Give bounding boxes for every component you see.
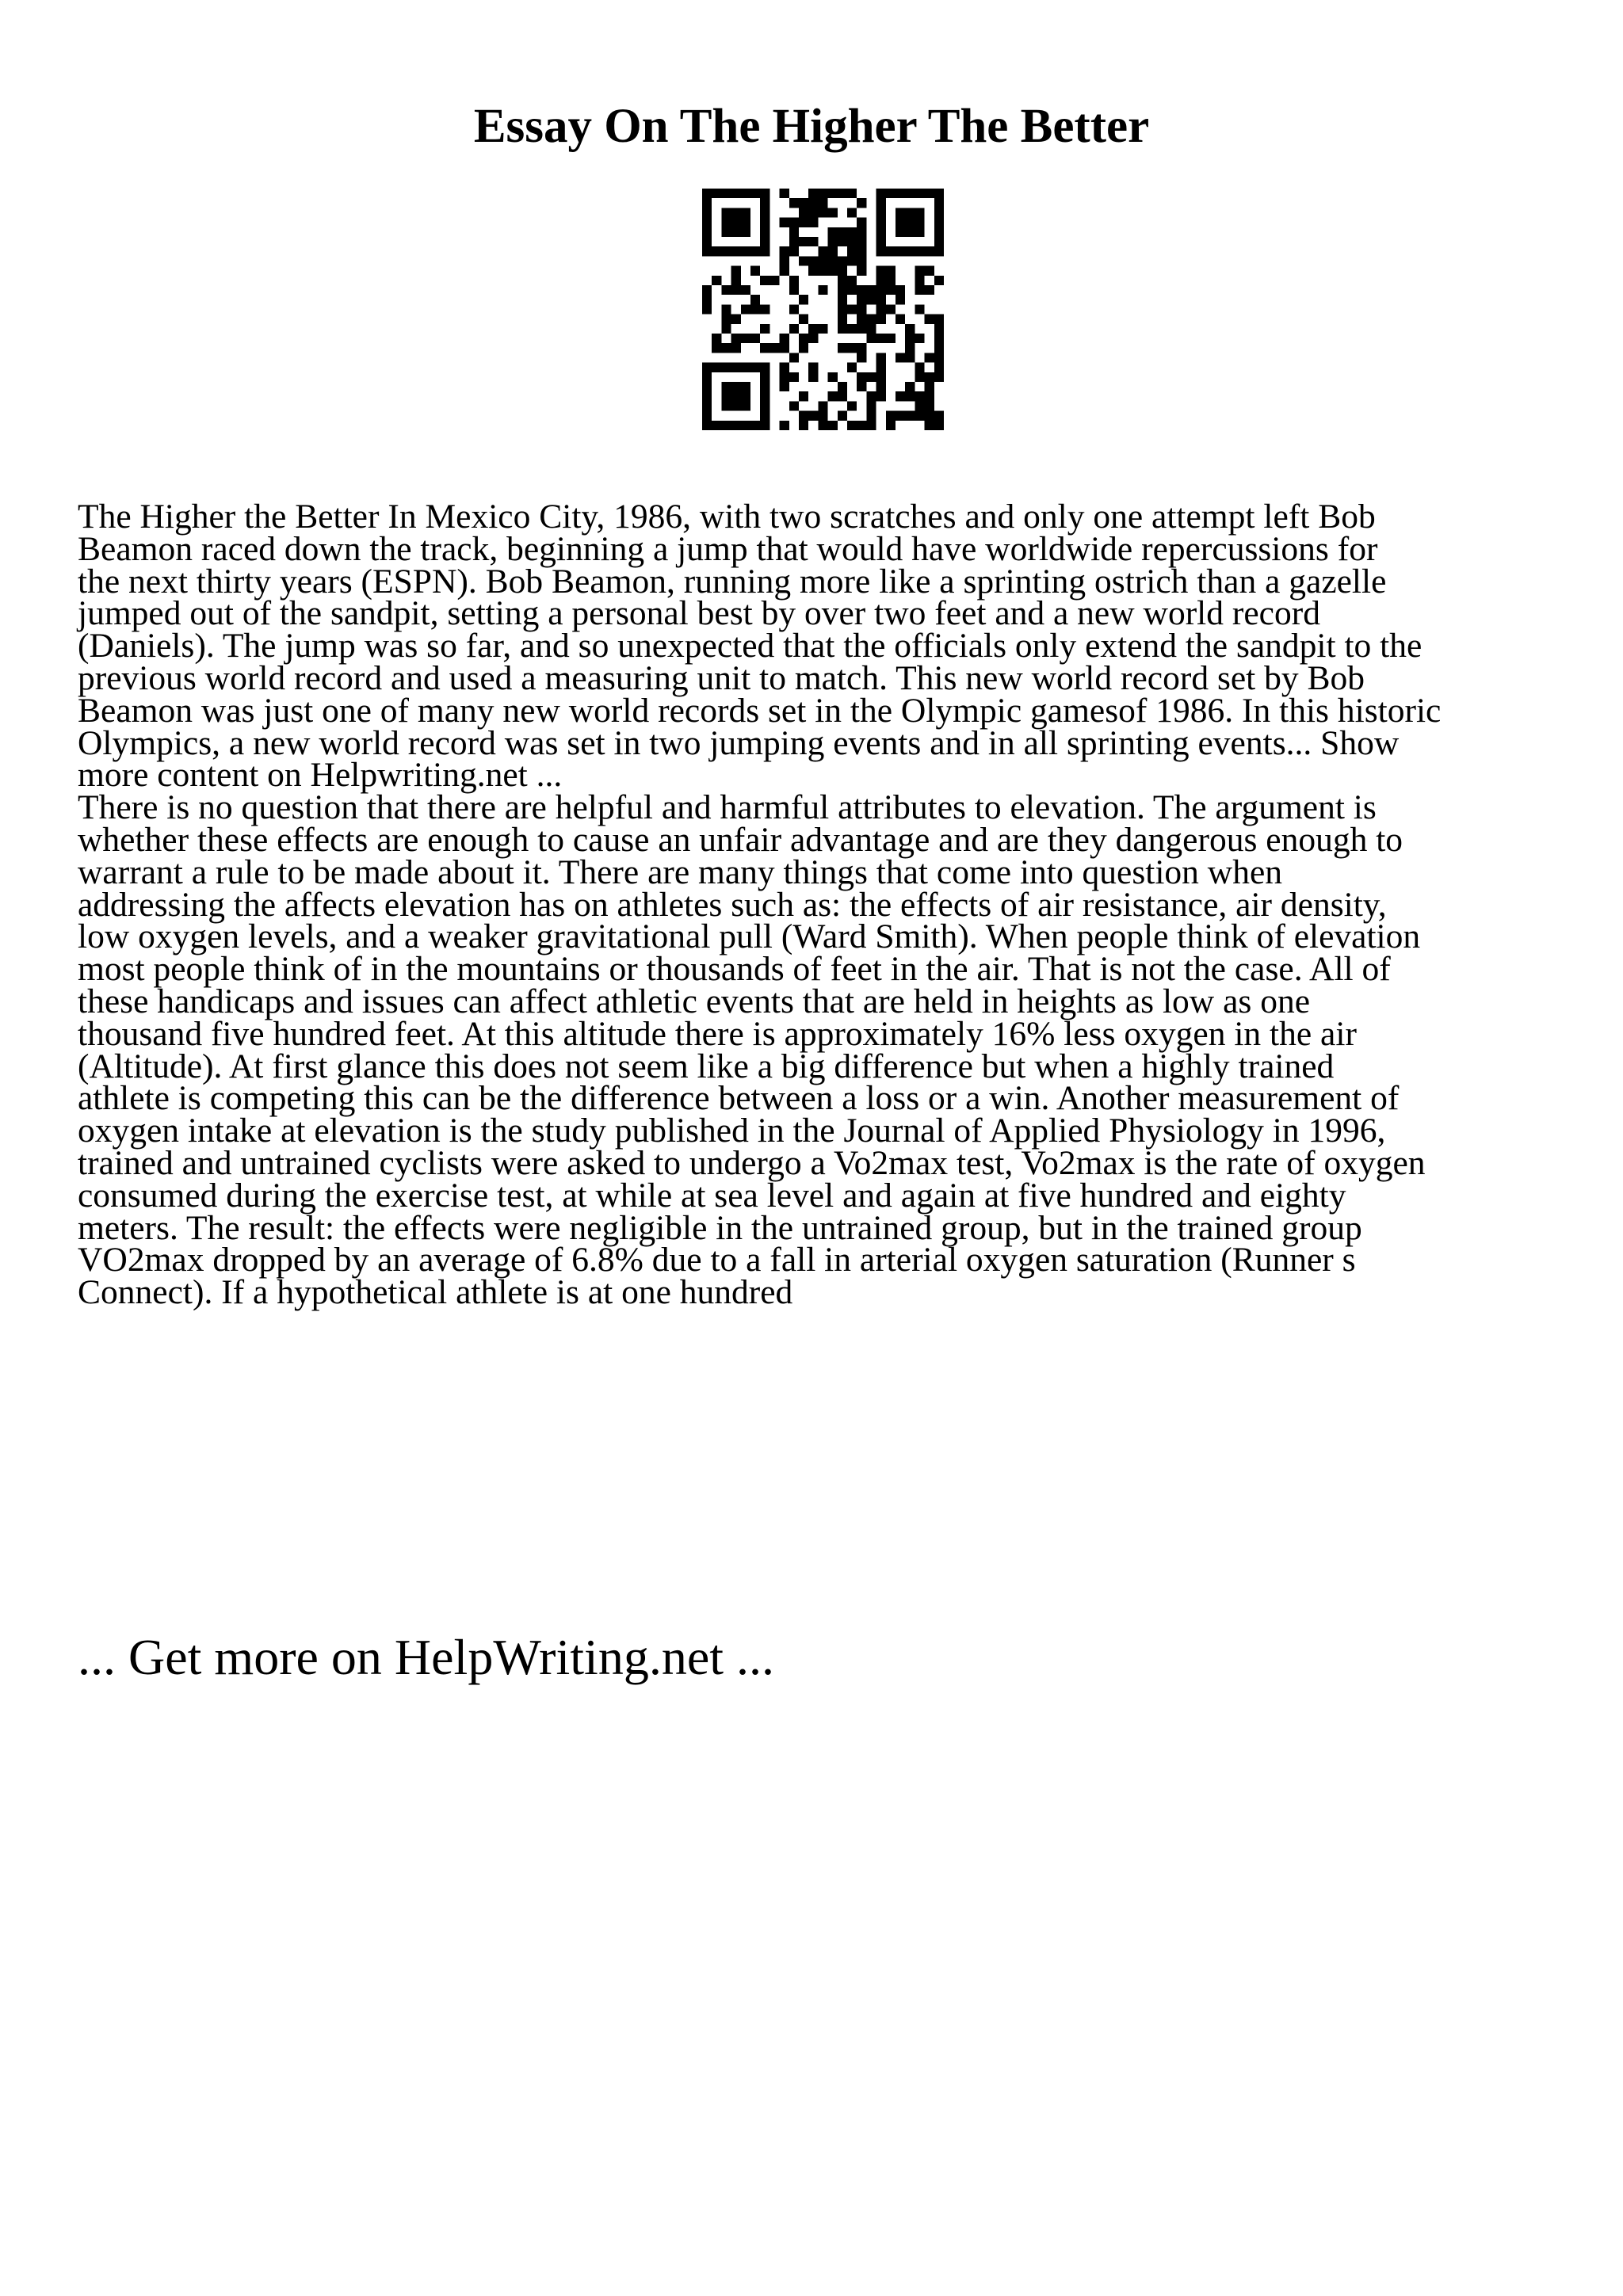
qr-code-icon	[702, 189, 944, 430]
page-title: Essay On The Higher The Better	[473, 100, 1150, 153]
essay-body	[78, 498, 1583, 1312]
get-more-link[interactable]: ... Get more on HelpWriting.net ...	[78, 1629, 774, 1685]
paragraph-1: The Higher the Better In Mexico City, 1986, with two scratches and only one attempt left Bob Beamon raced down the track, beginning a jump that would have worldwide repercussions for the next thirty years (ESPN). Bob Beamon, running more like a sprinting ostrich than a gazelle jumped out of the sandpit, setting a personal best by over two feet and a new world record (Daniels). The jump was so far, and so unexpected that the officials only extend the sandpit to the previous world record and used a measuring unit to match. This new world record set by Bob Beamon was just one of many new world records set in the Olympic gamesof 1986. In this historic Olympics, a new world record was set in two jumping events and in all sprinting events... Show more content on Helpwriting.net ...	[78, 498, 1442, 795]
paragraph-2: There is no question that there are helpful and harmful attributes to elevation. The argument is whether these effects are enough to cause an unfair advantage and are they dangerous enough to warrant a rule to be made about it. There are many things that come into question when addressing the affects elevation has on athletes such as: the effects of air resistance, air density, low oxygen levels, and a weaker gravitational pull (Ward Smith). When people think of elevation most people think of in the mountains or thousands of feet in the air. That is not the case. All of these handicaps and issues can affect athletic events that are held in heights as low as one thousand five hundred feet. At this altitude there is approximately 16% less oxygen in the air (Altitude). At first glance this does not seem like a big difference but when a highly trained athlete is competing this can be the difference between a loss or a win. Another measurement of oxygen intake at elevation is the study published in the Journal of Applied Physiology in 1996, trained and untrained cyclists were asked to undergo a Vo2max test, Vo2max is the rate of oxygen consumed during the exercise test, at while at sea level and again at five hundred and eighty meters. The result: the effects were negligible in the untrained group, but in the trained group VO2max dropped by an average of 6.8% due to a fall in arterial oxygen saturation (Runner s Connect). If a hypothetical athlete is at one hundred	[78, 788, 1426, 1312]
